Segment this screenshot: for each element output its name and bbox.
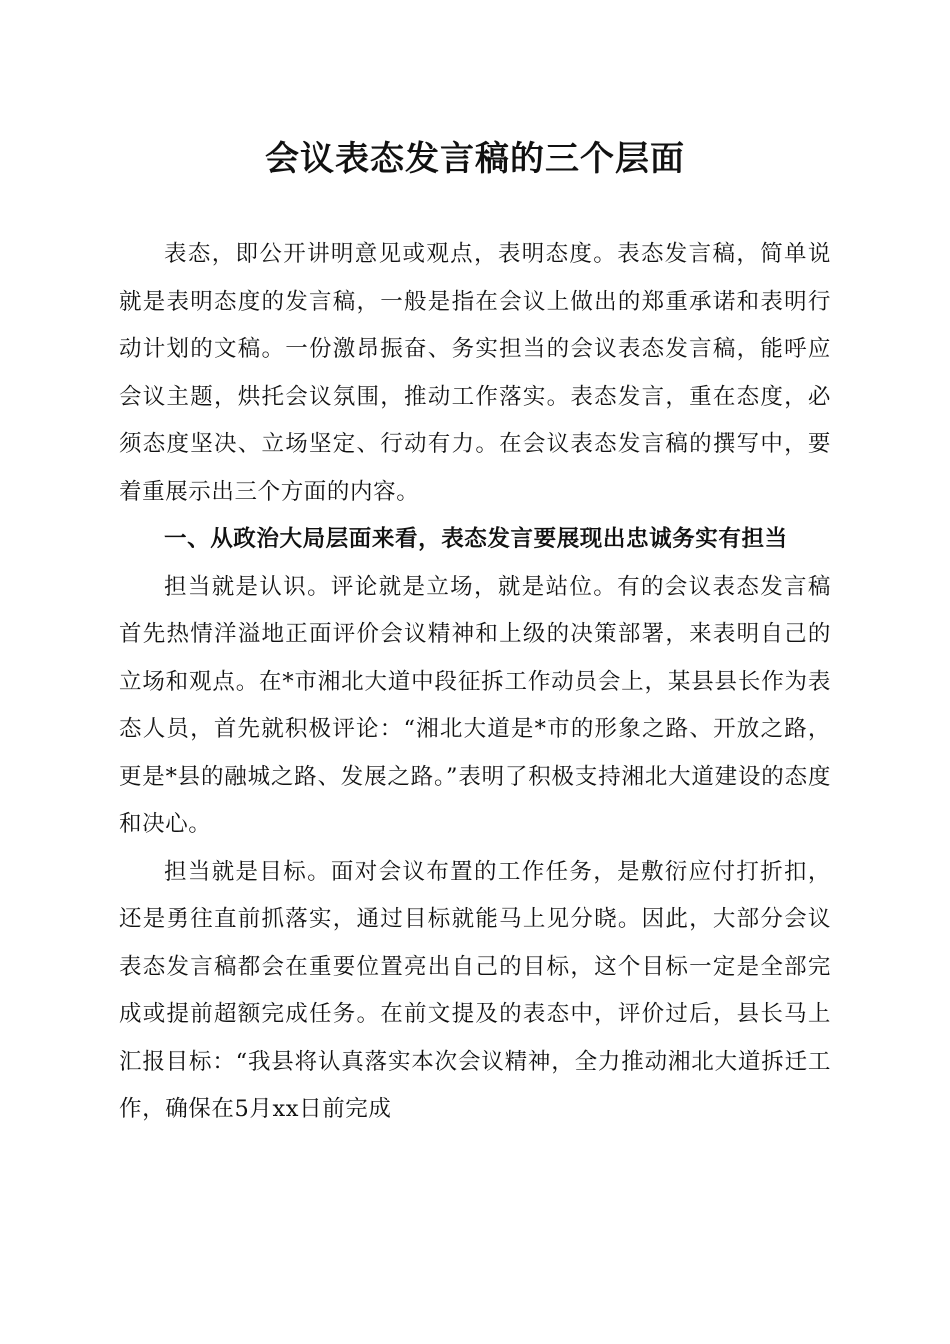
intro-paragraph: 表态，即公开讲明意见或观点，表明态度。表态发言稿，简单说就是表明态度的发言稿，一般是指在会议上做出的郑重承诺和表明行动计划的文稿。一份激昂振奋、务实担当的会议表态发言稿，能呼应会议主题，烘托会议氛围，推动工作落实。表态发言，重在态度，必须态度坚决、立场坚定、行动有力。在会议表态发言稿的撰写中，要着重展示出三个方面的内容。	[119, 241, 831, 505]
document-body	[119, 231, 831, 1134]
document-title: 会议表态发言稿的三个层面	[265, 139, 685, 179]
body-paragraph-goal: 担当就是目标。面对会议布置的工作任务，是敷衍应付打折扣，还是勇往直前抓落实，通过目标就能马上见分晓。因此，大部分会议表态发言稿都会在重要位置亮出自己的目标，这个目标一定是全部完成或提前超额完成任务。在前文提及的表态中，评价过后，县长马上汇报目标：“我县将认真落实本次会议精神，全力推动湘北大道拆迁工作，确保在5月xx日前完成	[119, 858, 831, 1122]
body-paragraph-recognition: 担当就是认识。评论就是立场，就是站位。有的会议表态发言稿首先热情洋溢地正面评价会议精神和上级的决策部署，来表明自己的立场和观点。在*市湘北大道中段征拆工作动员会上，某县县长作为表态人员，首先就积极评论：“湘北大道是*市的形象之路、开放之路，更是*县的融城之路、发展之路。”表明了积极支持湘北大道建设的态度和决心。	[119, 573, 831, 837]
section-heading-1: 一、从政治大局层面来看，表态发言要展现出忠诚务实有担当	[164, 526, 788, 552]
